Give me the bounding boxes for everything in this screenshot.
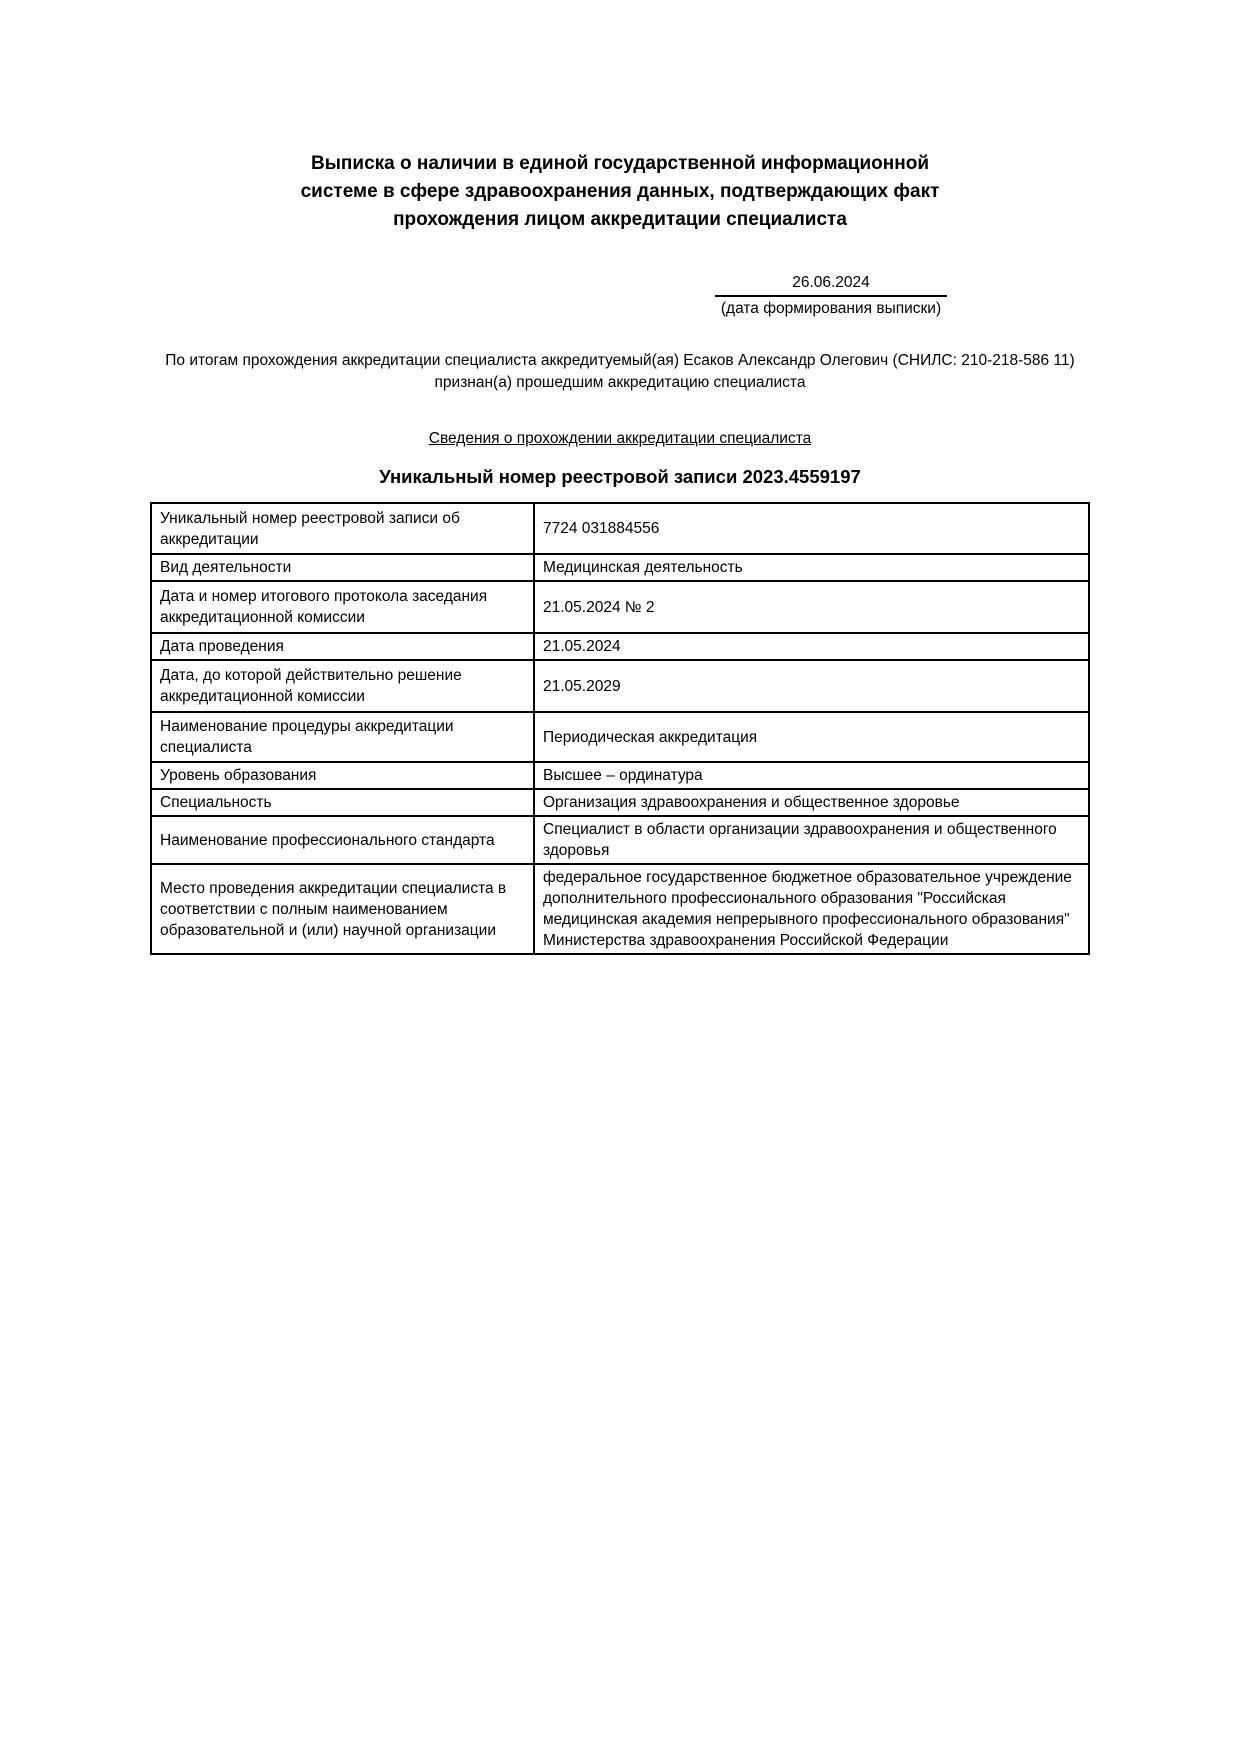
row-label: Наименование профессионального стандарта bbox=[151, 816, 534, 864]
row-value: Специалист в области организации здравоохранения и общественного здоровья bbox=[534, 816, 1089, 864]
table-row bbox=[151, 864, 1089, 954]
page-title bbox=[150, 150, 1090, 234]
row-label: Дата и номер итогового протокола заседания аккредитационной комиссии bbox=[151, 581, 534, 633]
section-heading: Сведения о прохождении аккредитации специалиста bbox=[428, 430, 812, 447]
extract-date-value: 26.06.2024 bbox=[715, 272, 947, 297]
row-value: Медицинская деятельность bbox=[534, 554, 1089, 581]
row-value: Высшее – ординатура bbox=[534, 762, 1089, 789]
table-row bbox=[151, 503, 1089, 554]
table-row bbox=[151, 660, 1089, 712]
row-label: Наименование процедуры аккредитации специалиста bbox=[151, 712, 534, 762]
row-value: 7724 031884556 bbox=[534, 503, 1089, 554]
extract-date-caption: (дата формирования выписки) bbox=[720, 300, 942, 317]
table-row bbox=[151, 816, 1089, 864]
row-label: Дата проведения bbox=[151, 633, 534, 660]
row-value: Периодическая аккредитация bbox=[534, 712, 1089, 762]
registry-number-heading: Уникальный номер реестровой записи 2023.4559197 bbox=[379, 466, 861, 487]
row-value: федеральное государственное бюджетное образовательное учреждение дополнительного профессионального образования "Российская медицинская академия непрерывного профессионального образования" Министерства здравоохранения Российской Федерации bbox=[534, 864, 1089, 954]
table-row bbox=[151, 554, 1089, 581]
row-label: Место проведения аккредитации специалиста в соответствии с полным наименованием образовательной и (или) научной организации bbox=[151, 864, 534, 954]
intro-line: По итогам прохождения аккредитации специалиста аккредитуемый(ая) Есаков Александр Олегович (СНИЛС: 210-218-586 11) bbox=[165, 352, 1075, 369]
page-title-line: Выписка о наличии в единой государственной информационной bbox=[310, 153, 930, 174]
table-row bbox=[151, 789, 1089, 816]
intro-line: признан(а) прошедшим аккредитацию специалиста bbox=[434, 374, 806, 391]
table-row bbox=[151, 633, 1089, 660]
page-title-line: прохождения лицом аккредитации специалиста bbox=[393, 209, 847, 230]
row-label: Дата, до которой действительно решение аккредитационной комиссии bbox=[151, 660, 534, 712]
accreditation-table bbox=[150, 502, 1090, 955]
row-value: 21.05.2024 № 2 bbox=[534, 581, 1089, 633]
row-value: 21.05.2029 bbox=[534, 660, 1089, 712]
table-row bbox=[151, 762, 1089, 789]
row-value: 21.05.2024 bbox=[534, 633, 1089, 660]
table-row bbox=[151, 581, 1089, 633]
intro-paragraph bbox=[150, 350, 1090, 394]
table-row bbox=[151, 712, 1089, 762]
row-label: Уровень образования bbox=[151, 762, 534, 789]
page-title-line: системе в сфере здравоохранения данных, подтверждающих факт bbox=[300, 181, 940, 202]
extract-date-block bbox=[715, 272, 947, 318]
row-label: Уникальный номер реестровой записи об аккредитации bbox=[151, 503, 534, 554]
row-label: Вид деятельности bbox=[151, 554, 534, 581]
row-label: Специальность bbox=[151, 789, 534, 816]
document-content bbox=[150, 150, 1090, 955]
row-value: Организация здравоохранения и общественное здоровье bbox=[534, 789, 1089, 816]
